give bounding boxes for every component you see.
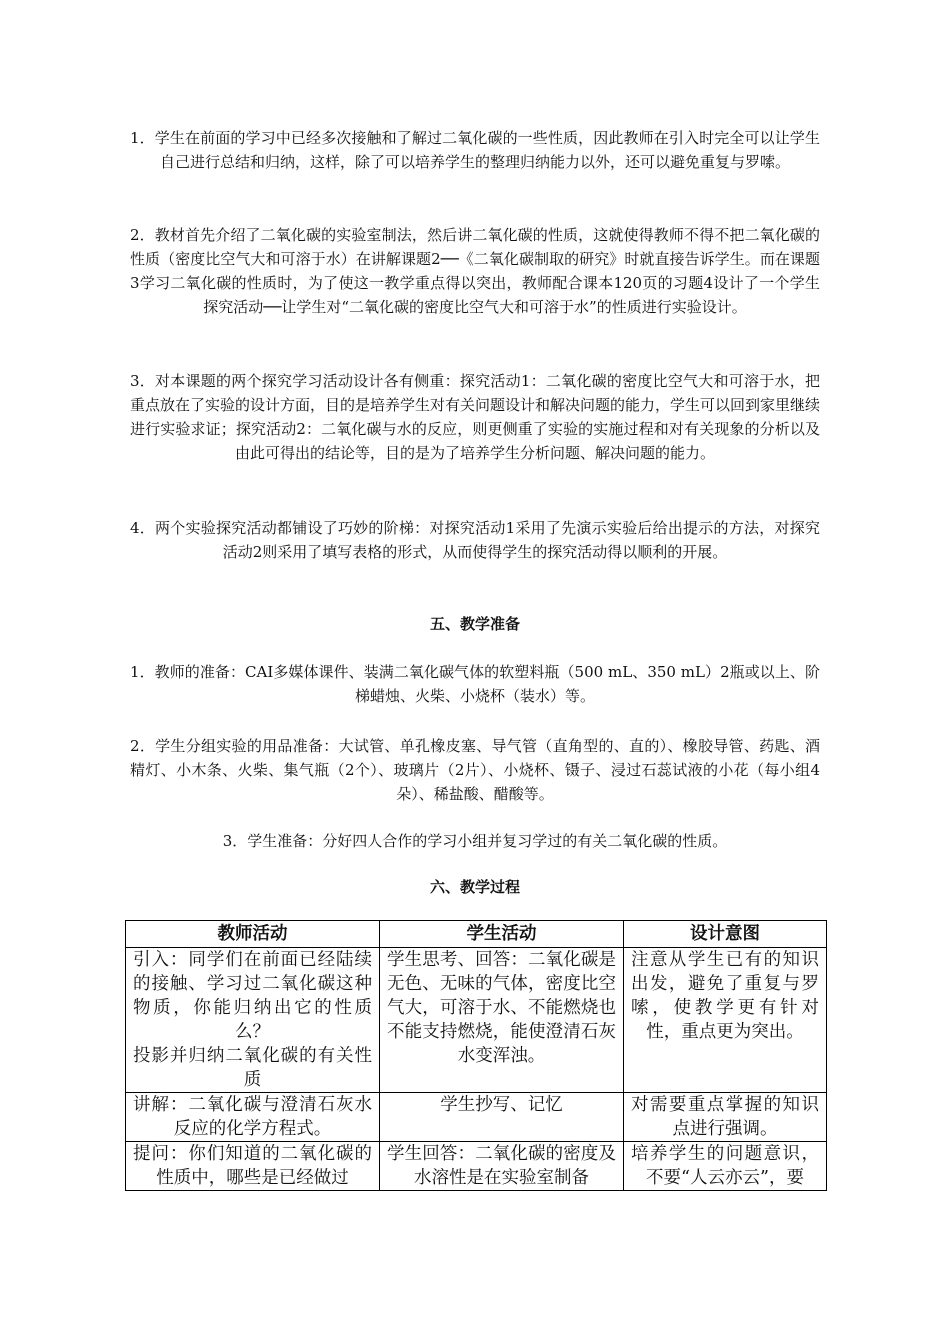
design-intent-cell: 注意从学生已有的知识出发，避免了重复与罗嗦，使教学更有针对性，重点更为突出。 bbox=[624, 948, 827, 1093]
student-activity-cell: 学生回答：二氧化碳的密度及水溶性是在实验室制备 bbox=[380, 1142, 624, 1191]
paragraph-1: 1．学生在前面的学习中已经多次接触和了解过二氧化碳的一些性质，因此教师在引入时完全可以让学生自己进行总结和归纳，这样，除了可以培养学生的整理归纳能力以外，还可以避免重复与罗嗦。 bbox=[130, 129, 820, 171]
teaching-process-table bbox=[125, 920, 827, 1191]
prep-item-3: 3．学生准备：分好四人合作的学习小组并复习学过的有关二氧化碳的性质。 bbox=[222, 832, 728, 850]
header-design-intent: 设计意图 bbox=[624, 921, 827, 948]
teacher-activity-text: 引入：同学们在前面已经陆续的接触、学习过二氧化碳这种物质，你能归纳出它的性质么？ bbox=[133, 950, 372, 1042]
paragraph-3: 3．对本课题的两个探究学习活动设计各有侧重：探究活动1：二氧化碳的密度比空气大和可溶于水，把重点放在了实验的设计方面，目的是培养学生对有关问题设计和解决问题的能力，学生可以回到家里继续进行实验求证；探究活动2：二氧化碳与水的反应，则更侧重了实验的实施过程和对有关现象的分析以及由此可得出的结论等，目的是为了培养学生分析问题、解决问题的能力。 bbox=[130, 372, 821, 462]
student-activity-cell: 学生抄写、记忆 bbox=[380, 1093, 624, 1142]
teacher-activity-text: 投影并归纳二氧化碳的有关性质 bbox=[133, 1046, 372, 1090]
table-row bbox=[126, 948, 827, 1093]
table-row bbox=[126, 1093, 827, 1142]
student-activity-cell: 学生思考、回答：二氧化碳是无色、无味的气体，密度比空气大，可溶于水、不能燃烧也不能支持燃烧，能使澄清石灰水变浑浊。 bbox=[380, 948, 624, 1093]
teacher-activity-cell: 讲解：二氧化碳与澄清石灰水反应的化学方程式。 bbox=[126, 1093, 380, 1142]
prep-item-1: 1．教师的准备：CAI多媒体课件、装满二氧化碳气体的软塑料瓶（500 mL、350 mL）2瓶或以上、阶梯蜡烛、火柴、小烧杯（装水）等。 bbox=[130, 663, 820, 705]
teacher-activity-cell: 提问：你们知道的二氧化碳的性质中，哪些是已经做过 bbox=[126, 1142, 380, 1191]
prep-item-2: 2．学生分组实验的用品准备：大试管、单孔橡皮塞、导气管（直角型的、直的）、橡胶导管、药匙、酒精灯、小木条、火柴、集气瓶（2个）、玻璃片（2片）、小烧杯、镊子、浸过石蕊试液的小花（每小组4朵）、稀盐酸、醋酸等。 bbox=[130, 737, 820, 803]
design-intent-cell: 对需要重点掌握的知识点进行强调。 bbox=[624, 1093, 827, 1142]
header-teacher-activity: 教师活动 bbox=[126, 921, 380, 948]
section-heading-process: 六、教学过程 bbox=[429, 878, 520, 896]
table-row bbox=[126, 1142, 827, 1191]
section-heading-preparation: 五、教学准备 bbox=[429, 615, 520, 633]
table-header-row bbox=[126, 921, 827, 948]
paragraph-2: 2．教材首先介绍了二氧化碳的实验室制法，然后讲二氧化碳的性质，这就使得教师不得不把二氧化碳的性质（密度比空气大和可溶于水）在讲解课题2──《二氧化碳制取的研究》时就直接告诉学生。而在课题3学习二氧化碳的性质时，为了使这一教学重点得以突出，教师配合课本120页的习题4设计了一个学生探究活动──让学生对“二氧化碳的密度比空气大和可溶于水”的性质进行实验设计。 bbox=[130, 226, 820, 316]
design-intent-cell: 培养学生的问题意识，不要“人云亦云”，要 bbox=[624, 1142, 827, 1191]
teacher-activity-cell bbox=[126, 948, 380, 1093]
paragraph-4: 4．两个实验探究活动都铺设了巧妙的阶梯：对探究活动1采用了先演示实验后给出提示的方法，对探究活动2则采用了填写表格的形式，从而使得学生的探究活动得以顺利的开展。 bbox=[130, 519, 820, 561]
header-student-activity: 学生活动 bbox=[380, 921, 624, 948]
